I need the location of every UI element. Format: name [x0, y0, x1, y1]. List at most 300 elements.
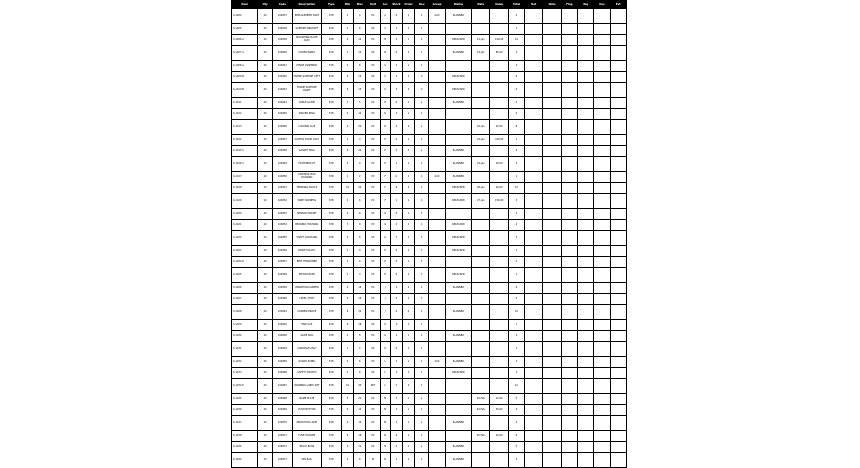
cell-max[interactable]: 2 [354, 172, 366, 183]
cell-max[interactable]: 16 [354, 283, 366, 294]
empty-cell[interactable] [594, 9, 610, 24]
cell-rev[interactable]: 1 [415, 120, 429, 135]
cell-desc[interactable]: END CAP [293, 320, 322, 331]
cell-qty[interactable]: 20 [258, 46, 272, 61]
cell-rev[interactable]: 1 [415, 46, 429, 61]
cell-code[interactable]: 104859 [272, 283, 292, 294]
cell-value[interactable] [490, 146, 508, 157]
cell-max[interactable]: 18 [354, 320, 366, 331]
empty-cell[interactable] [543, 24, 561, 35]
empty-cell[interactable] [610, 220, 626, 231]
cell-loc[interactable]: A [380, 24, 390, 35]
cell-unit[interactable]: PC [366, 24, 380, 35]
cell-group[interactable] [429, 35, 445, 46]
cell-type[interactable]: STD [321, 394, 341, 405]
empty-cell[interactable] [610, 268, 626, 283]
empty-cell[interactable] [594, 120, 610, 135]
table-row[interactable] [232, 357, 627, 368]
cell-status[interactable] [445, 135, 471, 146]
cell-type[interactable]: STD [321, 231, 341, 246]
cell-code[interactable]: 104868 [272, 394, 292, 405]
cell-status[interactable]: PLANNED [445, 331, 471, 342]
cell-code[interactable]: 104846 [272, 120, 292, 135]
cell-rev[interactable]: 1 [415, 61, 429, 72]
column-header[interactable]: Qty [258, 1, 272, 9]
empty-cell[interactable] [610, 379, 626, 394]
cell-max[interactable]: 8 [354, 331, 366, 342]
empty-cell[interactable] [594, 368, 610, 379]
cell-stock[interactable]: 0 [390, 209, 402, 220]
cell-status[interactable] [445, 209, 471, 220]
cell-value[interactable] [490, 368, 508, 379]
empty-cell[interactable] [610, 257, 626, 268]
cell-code[interactable]: 104865 [272, 357, 292, 368]
cell-desc[interactable]: PUSH BUTTON [293, 405, 322, 416]
empty-cell[interactable] [543, 442, 561, 453]
empty-cell[interactable] [561, 305, 577, 320]
cell-date[interactable]: 24-Jan [472, 157, 490, 172]
cell-date[interactable] [472, 453, 490, 468]
table-row[interactable] [232, 46, 627, 61]
column-header[interactable]: Date [472, 1, 490, 9]
empty-cell[interactable] [577, 157, 593, 172]
empty-cell[interactable] [577, 394, 593, 405]
cell-code[interactable]: 104869 [272, 405, 292, 416]
cell-stock[interactable]: 4 [390, 120, 402, 135]
cell-order[interactable]: 3 [402, 46, 414, 61]
cell-min[interactable]: 4 [341, 442, 353, 453]
empty-cell[interactable] [561, 98, 577, 109]
cell-value[interactable]: 120.00 [490, 35, 508, 46]
cell-max[interactable]: 12 [354, 442, 366, 453]
cell-unit[interactable]: PC [366, 183, 380, 194]
cell-qty[interactable]: 20 [258, 331, 272, 342]
cell-id[interactable]: S-1037 [232, 416, 258, 431]
cell-unit[interactable]: M [366, 453, 380, 468]
empty-cell[interactable] [594, 379, 610, 394]
cell-type[interactable]: STD [321, 331, 341, 342]
cell-qty[interactable]: 20 [258, 394, 272, 405]
cell-unit[interactable]: PC [366, 368, 380, 379]
cell-group[interactable]: AUX [429, 9, 445, 24]
cell-status[interactable]: PLANNED [445, 157, 471, 172]
cell-desc[interactable]: DIN RAIL [293, 453, 322, 468]
cell-min[interactable]: 6 [341, 146, 353, 157]
cell-status[interactable]: RELEASED [445, 35, 471, 46]
cell-unit[interactable]: PC [366, 416, 380, 431]
cell-status[interactable] [445, 257, 471, 268]
cell-qty[interactable]: 20 [258, 209, 272, 220]
cell-code[interactable]: 104856 [272, 246, 292, 257]
cell-loc[interactable]: L [380, 357, 390, 368]
column-header[interactable]: Total [508, 1, 524, 9]
cell-rev[interactable]: 1 [415, 231, 429, 246]
empty-cell[interactable] [577, 135, 593, 146]
cell-qty[interactable]: 20 [258, 320, 272, 331]
column-header[interactable]: Description [293, 1, 322, 9]
cell-value[interactable]: 36.00 [490, 405, 508, 416]
cell-order[interactable]: 1 [402, 257, 414, 268]
empty-cell[interactable] [610, 183, 626, 194]
empty-cell[interactable] [543, 46, 561, 61]
empty-cell[interactable] [525, 342, 543, 357]
cell-min[interactable]: 1 [341, 257, 353, 268]
cell-desc[interactable]: SLIDE RAIL [293, 331, 322, 342]
empty-cell[interactable] [543, 98, 561, 109]
cell-max[interactable]: 3 [354, 135, 366, 146]
column-header[interactable]: Rev [415, 1, 429, 9]
empty-cell[interactable] [525, 98, 543, 109]
empty-cell[interactable] [525, 257, 543, 268]
empty-cell[interactable] [594, 320, 610, 331]
cell-max[interactable]: 3 [354, 268, 366, 283]
cell-max[interactable]: 6 [354, 231, 366, 246]
cell-order[interactable]: 2 [402, 24, 414, 35]
cell-total[interactable]: 2 [508, 246, 524, 257]
empty-cell[interactable] [561, 405, 577, 416]
cell-order[interactable]: 1 [402, 368, 414, 379]
cell-order[interactable]: 1 [402, 172, 414, 183]
cell-code[interactable]: 104872 [272, 442, 292, 453]
empty-cell[interactable] [577, 257, 593, 268]
cell-total[interactable]: 12 [508, 379, 524, 394]
empty-cell[interactable] [594, 331, 610, 342]
cell-max[interactable]: 20 [354, 120, 366, 135]
cell-desc[interactable]: TERMINAL BLOCK [293, 183, 322, 194]
table-row[interactable] [232, 209, 627, 220]
cell-stock[interactable]: 2 [390, 442, 402, 453]
column-header[interactable]: Note [543, 1, 561, 9]
cell-stock[interactable]: 1 [390, 194, 402, 209]
empty-cell[interactable] [594, 194, 610, 209]
cell-desc[interactable]: WARNING LABEL SET [293, 379, 322, 394]
table-row[interactable] [232, 283, 627, 294]
cell-code[interactable]: 104850 [272, 172, 292, 183]
cell-status[interactable] [445, 294, 471, 305]
empty-cell[interactable] [525, 120, 543, 135]
cell-group[interactable] [429, 305, 445, 320]
table-row[interactable] [232, 146, 627, 157]
cell-rev[interactable]: 1 [415, 220, 429, 231]
cell-group[interactable]: AUX [429, 357, 445, 368]
cell-value[interactable] [490, 9, 508, 24]
cell-type[interactable]: STD [321, 109, 341, 120]
cell-id[interactable]: S-1038 [232, 431, 258, 442]
cell-min[interactable]: 4 [341, 283, 353, 294]
empty-cell[interactable] [610, 194, 626, 209]
cell-desc[interactable]: LOCKING CLIP [293, 120, 322, 135]
empty-cell[interactable] [610, 442, 626, 453]
cell-loc[interactable]: K [380, 342, 390, 357]
cell-unit[interactable]: PC [366, 394, 380, 405]
cell-stock[interactable]: 0 [390, 257, 402, 268]
cell-loc[interactable]: J [380, 305, 390, 320]
cell-loc[interactable]: H [380, 257, 390, 268]
cell-unit[interactable]: PC [366, 146, 380, 157]
empty-cell[interactable] [525, 172, 543, 183]
cell-total[interactable]: 1 [508, 24, 524, 35]
cell-order[interactable]: 1 [402, 61, 414, 72]
cell-rev[interactable]: 1 [415, 257, 429, 268]
empty-cell[interactable] [525, 305, 543, 320]
empty-cell[interactable] [577, 172, 593, 183]
cell-type[interactable]: STD [321, 120, 341, 135]
empty-cell[interactable] [610, 431, 626, 442]
cell-loc[interactable]: H [380, 268, 390, 283]
cell-value[interactable] [490, 24, 508, 35]
cell-rev[interactable]: 1 [415, 35, 429, 46]
cell-type[interactable]: STD [321, 183, 341, 194]
cell-min[interactable]: 3 [341, 220, 353, 231]
empty-cell[interactable] [543, 405, 561, 416]
cell-value[interactable]: 42.00 [490, 120, 508, 135]
cell-desc[interactable]: LEVEL FOOT [293, 294, 322, 305]
cell-max[interactable]: 8 [354, 61, 366, 72]
column-header[interactable]: Stock [390, 1, 402, 9]
empty-cell[interactable] [577, 146, 593, 157]
cell-id[interactable]: S-1035 [232, 394, 258, 405]
cell-desc[interactable]: RELAY BASE [293, 442, 322, 453]
column-header[interactable]: Type [321, 1, 341, 9]
table-row[interactable] [232, 416, 627, 431]
cell-unit[interactable]: PC [366, 61, 380, 72]
cell-group[interactable] [429, 342, 445, 357]
cell-total[interactable]: 6 [508, 72, 524, 83]
cell-type[interactable]: STD [321, 135, 341, 146]
cell-code[interactable]: 104853 [272, 209, 292, 220]
empty-cell[interactable] [610, 172, 626, 183]
empty-cell[interactable] [525, 320, 543, 331]
column-header[interactable]: Ref [525, 1, 543, 9]
empty-cell[interactable] [543, 157, 561, 172]
column-header[interactable]: Item [232, 1, 258, 9]
cell-date[interactable] [472, 61, 490, 72]
cell-desc[interactable]: GUARD PANEL [293, 357, 322, 368]
empty-cell[interactable] [525, 405, 543, 416]
cell-id[interactable]: S-1007 A [232, 46, 258, 61]
empty-cell[interactable] [610, 405, 626, 416]
cell-qty[interactable]: 20 [258, 61, 272, 72]
table-row[interactable] [232, 172, 627, 183]
table-row[interactable] [232, 453, 627, 468]
empty-cell[interactable] [561, 61, 577, 72]
empty-cell[interactable] [610, 305, 626, 320]
cell-desc[interactable]: FUSE HOLDER [293, 431, 322, 442]
cell-id[interactable]: S-1019 [232, 194, 258, 209]
cell-stock[interactable]: 3 [390, 72, 402, 83]
cell-value[interactable] [490, 379, 508, 394]
cell-qty[interactable]: 20 [258, 368, 272, 379]
cell-order[interactable]: 1 [402, 194, 414, 209]
cell-rev[interactable]: 1 [415, 431, 429, 442]
cell-total[interactable]: 6 [508, 283, 524, 294]
cell-loc[interactable]: E [380, 135, 390, 146]
table-row[interactable] [232, 268, 627, 283]
cell-group[interactable] [429, 183, 445, 194]
cell-min[interactable]: 4 [341, 294, 353, 305]
cell-stock[interactable]: 6 [390, 305, 402, 320]
cell-code[interactable]: 104849 [272, 157, 292, 172]
empty-cell[interactable] [577, 357, 593, 368]
empty-cell[interactable] [525, 442, 543, 453]
table-row[interactable] [232, 72, 627, 83]
cell-desc[interactable]: BELT TENSIONER [293, 257, 322, 268]
cell-qty[interactable]: 20 [258, 246, 272, 257]
empty-cell[interactable] [561, 72, 577, 83]
empty-cell[interactable] [594, 357, 610, 368]
empty-cell[interactable] [577, 24, 593, 35]
empty-cell[interactable] [525, 194, 543, 209]
empty-cell[interactable] [577, 209, 593, 220]
cell-code[interactable]: 104839 [272, 35, 292, 46]
cell-unit[interactable]: PC [366, 283, 380, 294]
cell-code[interactable]: 104842 [272, 72, 292, 83]
empty-cell[interactable] [610, 453, 626, 468]
cell-type[interactable]: STD [321, 35, 341, 46]
cell-unit[interactable]: PC [366, 35, 380, 46]
table-row[interactable] [232, 394, 627, 405]
cell-total[interactable]: 3 [508, 453, 524, 468]
empty-cell[interactable] [577, 405, 593, 416]
cell-qty[interactable]: 20 [258, 109, 272, 120]
cell-value[interactable] [490, 331, 508, 342]
cell-status[interactable]: RELEASED [445, 231, 471, 246]
empty-cell[interactable] [543, 183, 561, 194]
cell-desc[interactable]: CONTROL BOX HOUSING [293, 172, 322, 183]
empty-cell[interactable] [525, 146, 543, 157]
cell-status[interactable]: PLANNED [445, 357, 471, 368]
empty-cell[interactable] [561, 231, 577, 246]
cell-loc[interactable]: L [380, 368, 390, 379]
empty-cell[interactable] [610, 98, 626, 109]
cell-loc[interactable]: D [380, 109, 390, 120]
cell-min[interactable]: 3 [341, 157, 353, 172]
cell-total[interactable]: 5 [508, 394, 524, 405]
cell-min[interactable]: 2 [341, 357, 353, 368]
cell-desc[interactable]: SENSOR MOUNT [293, 209, 322, 220]
empty-cell[interactable] [610, 320, 626, 331]
cell-date[interactable] [472, 24, 490, 35]
cell-stock[interactable]: 4 [390, 294, 402, 305]
cell-total[interactable]: 1 [508, 135, 524, 146]
empty-cell[interactable] [543, 146, 561, 157]
empty-cell[interactable] [561, 453, 577, 468]
cell-stock[interactable]: 0 [390, 342, 402, 357]
cell-rev[interactable]: 2 [415, 83, 429, 98]
cell-group[interactable] [429, 331, 445, 342]
cell-qty[interactable]: 20 [258, 357, 272, 368]
column-header[interactable]: Unit [366, 1, 380, 9]
cell-group[interactable] [429, 394, 445, 405]
cell-id[interactable]: S-1011 [232, 98, 258, 109]
table-row[interactable] [232, 83, 627, 98]
cell-date[interactable]: 05-Feb [472, 431, 490, 442]
cell-order[interactable]: 1 [402, 431, 414, 442]
cell-value[interactable] [490, 172, 508, 183]
table-row[interactable] [232, 109, 627, 120]
empty-cell[interactable] [577, 294, 593, 305]
cell-group[interactable] [429, 61, 445, 72]
cell-code[interactable]: 104866 [272, 368, 292, 379]
cell-desc[interactable]: WIRE HARNESS [293, 194, 322, 209]
cell-unit[interactable]: PC [366, 120, 380, 135]
cell-max[interactable]: 16 [354, 294, 366, 305]
empty-cell[interactable] [525, 83, 543, 98]
cell-code[interactable]: 104847 [272, 135, 292, 146]
cell-qty[interactable]: 20 [258, 257, 272, 268]
cell-unit[interactable]: PC [366, 305, 380, 320]
cell-code[interactable]: 104840 [272, 46, 292, 61]
cell-date[interactable]: 20-Jan [472, 120, 490, 135]
cell-rev[interactable]: 1 [415, 135, 429, 146]
cell-desc[interactable]: MOTOR BASE [293, 268, 322, 283]
cell-loc[interactable]: G [380, 231, 390, 246]
cell-loc[interactable]: K [380, 320, 390, 331]
cell-group[interactable] [429, 442, 445, 453]
cell-group[interactable] [429, 283, 445, 294]
cell-value[interactable] [490, 83, 508, 98]
cell-id[interactable]: S-1033 [232, 368, 258, 379]
cell-order[interactable]: 2 [402, 379, 414, 394]
empty-cell[interactable] [561, 24, 577, 35]
cell-qty[interactable]: 20 [258, 283, 272, 294]
cell-date[interactable] [472, 257, 490, 268]
empty-cell[interactable] [561, 146, 577, 157]
cell-min[interactable]: 10 [341, 183, 353, 194]
cell-qty[interactable]: 20 [258, 305, 272, 320]
empty-cell[interactable] [543, 416, 561, 431]
cell-id[interactable]: S-1024 D [232, 257, 258, 268]
empty-cell[interactable] [561, 442, 577, 453]
empty-cell[interactable] [577, 442, 593, 453]
cell-date[interactable] [472, 83, 490, 98]
cell-order[interactable]: 1 [402, 246, 414, 257]
cell-date[interactable]: 03-Feb [472, 394, 490, 405]
cell-rev[interactable]: 1 [415, 357, 429, 368]
cell-loc[interactable]: G [380, 220, 390, 231]
cell-rev[interactable]: 1 [415, 294, 429, 305]
cell-unit[interactable]: PC [366, 320, 380, 331]
table-row[interactable] [232, 183, 627, 194]
cell-status[interactable]: RELEASED [445, 194, 471, 209]
cell-unit[interactable]: PC [366, 98, 380, 109]
cell-id[interactable]: S-1021 [232, 220, 258, 231]
cell-order[interactable]: 1 [402, 109, 414, 120]
empty-cell[interactable] [610, 357, 626, 368]
cell-qty[interactable]: 20 [258, 405, 272, 416]
cell-qty[interactable]: 20 [258, 183, 272, 194]
table-row[interactable] [232, 342, 627, 357]
empty-cell[interactable] [561, 194, 577, 209]
cell-value[interactable] [490, 283, 508, 294]
cell-total[interactable]: 4 [508, 416, 524, 431]
cell-date[interactable] [472, 379, 490, 394]
empty-cell[interactable] [543, 9, 561, 24]
empty-cell[interactable] [525, 9, 543, 24]
cell-stock[interactable]: 2 [390, 405, 402, 416]
table-row[interactable] [232, 368, 627, 379]
cell-type[interactable]: STD [321, 431, 341, 442]
cell-qty[interactable]: 20 [258, 146, 272, 157]
cell-id[interactable]: S-1014 [232, 135, 258, 146]
cell-unit[interactable]: PC [366, 220, 380, 231]
cell-stock[interactable]: 3 [390, 416, 402, 431]
empty-cell[interactable] [561, 83, 577, 98]
empty-cell[interactable] [594, 283, 610, 294]
empty-cell[interactable] [610, 35, 626, 46]
cell-status[interactable] [445, 61, 471, 72]
empty-cell[interactable] [543, 83, 561, 98]
